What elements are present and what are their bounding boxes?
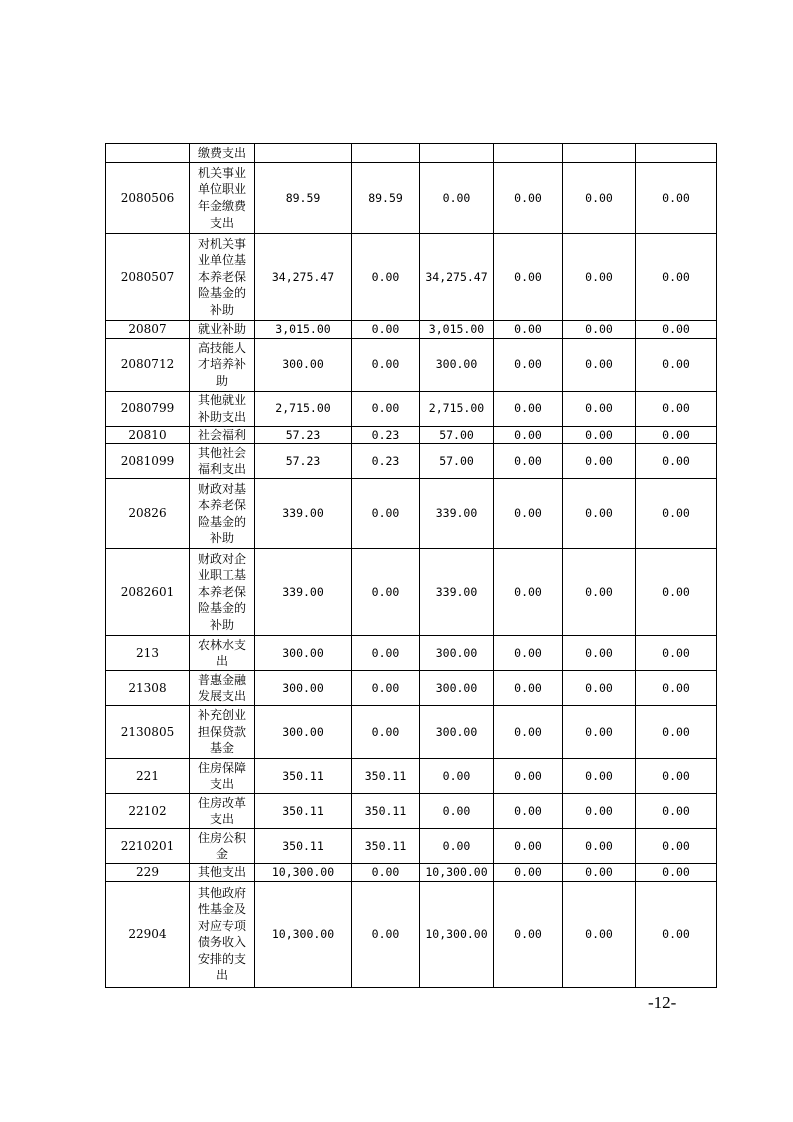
cell-amount-c2: 0.00 bbox=[352, 321, 420, 339]
cell-amount-c6: 0.00 bbox=[636, 338, 717, 391]
cell-code: 2080712 bbox=[106, 338, 190, 391]
cell-amount-c3: 339.00 bbox=[420, 479, 494, 549]
cell-amount-c6: 0.00 bbox=[636, 426, 717, 444]
cell-item-name: 普惠金融发展支出 bbox=[190, 671, 255, 706]
cell-amount-c6: 0.00 bbox=[636, 671, 717, 706]
cell-amount-c4: 0.00 bbox=[494, 706, 563, 759]
cell-amount-c3: 0.00 bbox=[420, 163, 494, 234]
cell-code: 2210201 bbox=[106, 829, 190, 864]
cell-code: 20807 bbox=[106, 321, 190, 339]
cell-code: 21308 bbox=[106, 671, 190, 706]
cell-amount-c4: 0.00 bbox=[494, 549, 563, 636]
table-row bbox=[106, 391, 717, 426]
cell-item-name: 其他支出 bbox=[190, 864, 255, 882]
cell-item-name: 对机关事业单位基本养老保险基金的补助 bbox=[190, 234, 255, 321]
table-row bbox=[106, 829, 717, 864]
cell-amount-c2: 0.00 bbox=[352, 671, 420, 706]
cell-amount-c2: 0.00 bbox=[352, 706, 420, 759]
cell-amount-c2 bbox=[352, 144, 420, 163]
cell-amount-c3: 300.00 bbox=[420, 671, 494, 706]
cell-item-name: 住房公积金 bbox=[190, 829, 255, 864]
cell-code: 2130805 bbox=[106, 706, 190, 759]
cell-amount-c1: 339.00 bbox=[255, 549, 352, 636]
cell-amount-c5: 0.00 bbox=[563, 864, 636, 882]
cell-amount-c4: 0.00 bbox=[494, 234, 563, 321]
cell-amount-c2: 0.00 bbox=[352, 864, 420, 882]
cell-item-name: 其他社会福利支出 bbox=[190, 444, 255, 479]
cell-amount-c4: 0.00 bbox=[494, 671, 563, 706]
table-row bbox=[106, 234, 717, 321]
cell-amount-c5: 0.00 bbox=[563, 671, 636, 706]
cell-item-name: 财政对基本养老保险基金的补助 bbox=[190, 479, 255, 549]
cell-amount-c1: 350.11 bbox=[255, 829, 352, 864]
cell-amount-c1: 339.00 bbox=[255, 479, 352, 549]
cell-amount-c4: 0.00 bbox=[494, 321, 563, 339]
cell-amount-c6: 0.00 bbox=[636, 794, 717, 829]
cell-amount-c6: 0.00 bbox=[636, 706, 717, 759]
cell-code: 221 bbox=[106, 759, 190, 794]
cell-amount-c1: 350.11 bbox=[255, 759, 352, 794]
cell-amount-c6: 0.00 bbox=[636, 321, 717, 339]
cell-amount-c5: 0.00 bbox=[563, 321, 636, 339]
cell-code bbox=[106, 144, 190, 163]
cell-amount-c6: 0.00 bbox=[636, 829, 717, 864]
cell-amount-c1: 57.23 bbox=[255, 444, 352, 479]
budget-table bbox=[105, 143, 717, 988]
cell-code: 2081099 bbox=[106, 444, 190, 479]
cell-amount-c3: 3,015.00 bbox=[420, 321, 494, 339]
table-row bbox=[106, 881, 717, 987]
cell-amount-c4: 0.00 bbox=[494, 636, 563, 671]
table-row bbox=[106, 479, 717, 549]
cell-amount-c3: 300.00 bbox=[420, 636, 494, 671]
cell-amount-c1: 2,715.00 bbox=[255, 391, 352, 426]
cell-amount-c5: 0.00 bbox=[563, 479, 636, 549]
cell-amount-c4: 0.00 bbox=[494, 759, 563, 794]
cell-amount-c5: 0.00 bbox=[563, 444, 636, 479]
cell-amount-c5: 0.00 bbox=[563, 391, 636, 426]
cell-amount-c1: 300.00 bbox=[255, 706, 352, 759]
cell-amount-c6: 0.00 bbox=[636, 549, 717, 636]
cell-amount-c3: 10,300.00 bbox=[420, 881, 494, 987]
cell-amount-c3: 57.00 bbox=[420, 444, 494, 479]
cell-amount-c6: 0.00 bbox=[636, 759, 717, 794]
cell-amount-c2: 0.00 bbox=[352, 636, 420, 671]
cell-amount-c3: 0.00 bbox=[420, 759, 494, 794]
cell-amount-c3: 34,275.47 bbox=[420, 234, 494, 321]
cell-amount-c1: 300.00 bbox=[255, 338, 352, 391]
cell-amount-c2: 0.00 bbox=[352, 391, 420, 426]
cell-item-name: 其他政府性基金及对应专项债务收入安排的支出 bbox=[190, 881, 255, 987]
cell-amount-c6: 0.00 bbox=[636, 881, 717, 987]
table-row bbox=[106, 321, 717, 339]
cell-code: 2080799 bbox=[106, 391, 190, 426]
table-row bbox=[106, 549, 717, 636]
cell-amount-c1: 57.23 bbox=[255, 426, 352, 444]
cell-item-name: 其他就业补助支出 bbox=[190, 391, 255, 426]
cell-amount-c5: 0.00 bbox=[563, 163, 636, 234]
cell-amount-c6: 0.00 bbox=[636, 636, 717, 671]
cell-amount-c2: 0.23 bbox=[352, 426, 420, 444]
cell-amount-c4: 0.00 bbox=[494, 479, 563, 549]
cell-amount-c5: 0.00 bbox=[563, 234, 636, 321]
cell-amount-c4: 0.00 bbox=[494, 864, 563, 882]
cell-code: 20810 bbox=[106, 426, 190, 444]
cell-code: 213 bbox=[106, 636, 190, 671]
cell-item-name: 住房改革支出 bbox=[190, 794, 255, 829]
cell-amount-c1: 300.00 bbox=[255, 636, 352, 671]
cell-amount-c6 bbox=[636, 144, 717, 163]
cell-amount-c2: 0.00 bbox=[352, 338, 420, 391]
page-number: -12- bbox=[648, 993, 677, 1012]
cell-amount-c3 bbox=[420, 144, 494, 163]
cell-amount-c2: 350.11 bbox=[352, 794, 420, 829]
table-row bbox=[106, 864, 717, 882]
cell-amount-c2: 89.59 bbox=[352, 163, 420, 234]
table-row bbox=[106, 338, 717, 391]
cell-item-name: 缴费支出 bbox=[190, 144, 255, 163]
cell-amount-c1: 10,300.00 bbox=[255, 864, 352, 882]
cell-item-name: 财政对企业职工基本养老保险基金的补助 bbox=[190, 549, 255, 636]
cell-amount-c5: 0.00 bbox=[563, 759, 636, 794]
cell-amount-c2: 0.00 bbox=[352, 479, 420, 549]
cell-amount-c5: 0.00 bbox=[563, 549, 636, 636]
cell-amount-c5: 0.00 bbox=[563, 881, 636, 987]
cell-code: 22102 bbox=[106, 794, 190, 829]
table-row bbox=[106, 144, 717, 163]
cell-amount-c1: 350.11 bbox=[255, 794, 352, 829]
cell-amount-c4 bbox=[494, 144, 563, 163]
cell-amount-c1 bbox=[255, 144, 352, 163]
cell-amount-c1: 89.59 bbox=[255, 163, 352, 234]
cell-code: 22904 bbox=[106, 881, 190, 987]
cell-amount-c5: 0.00 bbox=[563, 706, 636, 759]
cell-item-name: 社会福利 bbox=[190, 426, 255, 444]
table-row bbox=[106, 706, 717, 759]
cell-amount-c3: 300.00 bbox=[420, 338, 494, 391]
cell-amount-c3: 2,715.00 bbox=[420, 391, 494, 426]
cell-amount-c5: 0.00 bbox=[563, 426, 636, 444]
cell-code: 2082601 bbox=[106, 549, 190, 636]
cell-code: 20826 bbox=[106, 479, 190, 549]
cell-amount-c2: 0.00 bbox=[352, 881, 420, 987]
cell-amount-c3: 10,300.00 bbox=[420, 864, 494, 882]
cell-amount-c3: 0.00 bbox=[420, 794, 494, 829]
cell-amount-c2: 0.00 bbox=[352, 549, 420, 636]
cell-amount-c5 bbox=[563, 144, 636, 163]
table-row bbox=[106, 794, 717, 829]
cell-code: 2080507 bbox=[106, 234, 190, 321]
cell-item-name: 高技能人才培养补助 bbox=[190, 338, 255, 391]
cell-amount-c4: 0.00 bbox=[494, 444, 563, 479]
cell-amount-c3: 0.00 bbox=[420, 829, 494, 864]
cell-amount-c5: 0.00 bbox=[563, 794, 636, 829]
cell-item-name: 农林水支出 bbox=[190, 636, 255, 671]
table-row bbox=[106, 759, 717, 794]
cell-code: 2080506 bbox=[106, 163, 190, 234]
cell-amount-c4: 0.00 bbox=[494, 794, 563, 829]
cell-amount-c1: 10,300.00 bbox=[255, 881, 352, 987]
cell-item-name: 就业补助 bbox=[190, 321, 255, 339]
cell-amount-c4: 0.00 bbox=[494, 881, 563, 987]
cell-amount-c2: 350.11 bbox=[352, 759, 420, 794]
cell-amount-c3: 57.00 bbox=[420, 426, 494, 444]
cell-amount-c6: 0.00 bbox=[636, 234, 717, 321]
table-row bbox=[106, 426, 717, 444]
cell-amount-c4: 0.00 bbox=[494, 163, 563, 234]
cell-amount-c4: 0.00 bbox=[494, 426, 563, 444]
table-body bbox=[106, 144, 717, 988]
cell-amount-c3: 300.00 bbox=[420, 706, 494, 759]
cell-amount-c2: 350.11 bbox=[352, 829, 420, 864]
cell-amount-c4: 0.00 bbox=[494, 338, 563, 391]
cell-amount-c4: 0.00 bbox=[494, 829, 563, 864]
cell-amount-c3: 339.00 bbox=[420, 549, 494, 636]
cell-amount-c6: 0.00 bbox=[636, 864, 717, 882]
table-row bbox=[106, 636, 717, 671]
cell-item-name: 住房保障支出 bbox=[190, 759, 255, 794]
table-row bbox=[106, 163, 717, 234]
cell-amount-c1: 300.00 bbox=[255, 671, 352, 706]
cell-amount-c5: 0.00 bbox=[563, 636, 636, 671]
cell-amount-c1: 3,015.00 bbox=[255, 321, 352, 339]
cell-amount-c4: 0.00 bbox=[494, 391, 563, 426]
cell-amount-c6: 0.00 bbox=[636, 391, 717, 426]
cell-amount-c1: 34,275.47 bbox=[255, 234, 352, 321]
cell-code: 229 bbox=[106, 864, 190, 882]
cell-amount-c6: 0.00 bbox=[636, 163, 717, 234]
cell-item-name: 机关事业单位职业年金缴费支出 bbox=[190, 163, 255, 234]
table-row bbox=[106, 444, 717, 479]
cell-amount-c5: 0.00 bbox=[563, 829, 636, 864]
cell-amount-c5: 0.00 bbox=[563, 338, 636, 391]
cell-amount-c2: 0.23 bbox=[352, 444, 420, 479]
cell-amount-c6: 0.00 bbox=[636, 479, 717, 549]
table-row bbox=[106, 671, 717, 706]
cell-amount-c2: 0.00 bbox=[352, 234, 420, 321]
cell-amount-c6: 0.00 bbox=[636, 444, 717, 479]
cell-item-name: 补充创业担保贷款基金 bbox=[190, 706, 255, 759]
